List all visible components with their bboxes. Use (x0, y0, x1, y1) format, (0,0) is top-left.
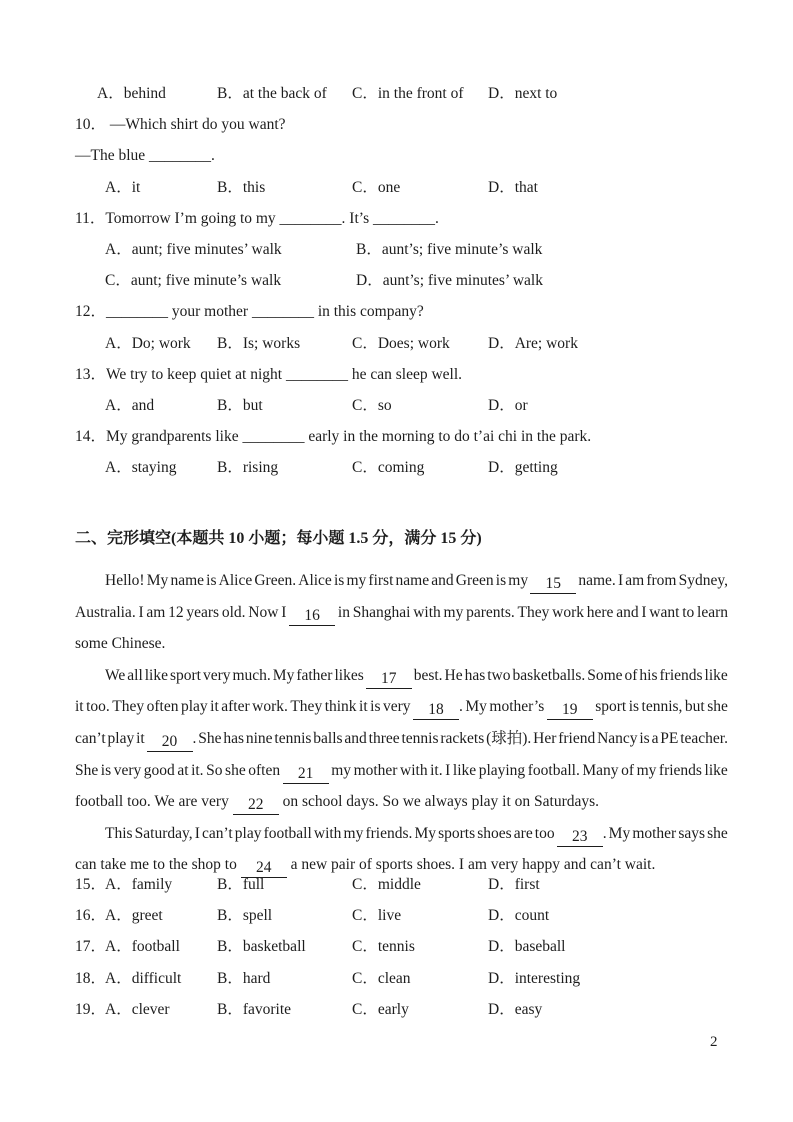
option-d: D．easy (488, 1000, 543, 1018)
cloze-options-section (75, 869, 728, 1025)
option-c: C．in the front of (352, 85, 464, 102)
option-row (75, 452, 728, 483)
option-a: A．football (105, 938, 180, 956)
option-a: A．family (105, 876, 173, 893)
option-d: D．Are; work (488, 334, 578, 352)
passage-line: We all like sport very much. My father likes 17 best. He has two basketballs. Some of his friends like (105, 666, 728, 687)
passage-line: can’t play it 20 . She has nine tennis balls and three tennis rackets (球拍). Her friend Nancy is a PE teacher. (75, 729, 728, 750)
option-d: D．or (488, 396, 528, 414)
option-c: C．aunt; five minute’s walk (105, 272, 282, 290)
cloze-blank-24: 24 (241, 859, 287, 878)
page-number: 2 (710, 1034, 718, 1050)
grammar-choice-section (75, 78, 728, 483)
option-d: D．next to (488, 85, 558, 102)
passage-line: can take me to the shop to 24 a new pair of sports shoes. I am very happy and can’t wait. (75, 856, 656, 877)
option-c: C．coming (352, 459, 425, 477)
cloze-passage (75, 565, 728, 881)
option-b: B．rising (217, 459, 279, 477)
option-row (75, 172, 728, 203)
cloze-option-row (75, 869, 728, 900)
option-c: C．Does; work (352, 334, 450, 352)
option-d: D．baseball (488, 938, 566, 956)
cloze-blank-22: 22 (233, 796, 279, 815)
cloze-blank-15: 15 (530, 575, 576, 594)
option-a: A．behind (97, 85, 166, 102)
option-d: D．interesting (488, 969, 581, 987)
option-c: C．early (352, 1000, 409, 1018)
option-b: B．aunt’s; five minute’s walk (356, 240, 543, 258)
option-d: D．aunt’s; five minutes’ walk (356, 272, 543, 290)
question-number: 16． (75, 907, 107, 925)
passage-line: some Chinese. (75, 635, 166, 653)
passage-line: This Saturday, I can’t play football with my friends. My sports shoes are too 23 . My mother says she (105, 824, 728, 845)
option-b: B．spell (217, 907, 273, 925)
option-a: A．Do; work (105, 334, 191, 352)
question-number: 18． (75, 969, 107, 987)
option-row (75, 328, 728, 359)
cloze-option-row (75, 994, 728, 1025)
option-c: C．clean (352, 969, 411, 987)
option-c: C．one (352, 178, 401, 196)
option-c: C．tennis (352, 938, 415, 956)
cloze-blank-16: 16 (289, 607, 335, 626)
option-row (75, 265, 728, 296)
question-number: 17． (75, 938, 107, 956)
option-d: D．first (488, 876, 540, 893)
option-a: A．it (105, 178, 141, 196)
question-stem: 10． —Which shirt do you want? (75, 116, 286, 134)
question-stem: 13．We try to keep quiet at night ________ he can sleep well. (75, 365, 463, 383)
passage-line: it too. They often play it after work. They think it is very 18 . My mother’s 19 sport is tennis, but she (75, 698, 728, 719)
option-a: A．greet (105, 907, 163, 925)
option-b: B．at the back of (217, 85, 327, 102)
cloze-blank-19: 19 (547, 701, 593, 720)
cloze-option-row (75, 963, 728, 994)
option-c: C．live (352, 907, 402, 925)
option-a: A．clever (105, 1000, 170, 1018)
option-d: D．that (488, 178, 538, 196)
option-a: A．staying (105, 459, 177, 477)
cloze-blank-23: 23 (557, 828, 603, 847)
cloze-blank-20: 20 (147, 733, 193, 752)
question-number: 15． (75, 876, 107, 893)
option-b: B．full (217, 876, 265, 893)
option-a: A．difficult (105, 969, 182, 987)
option-row (75, 234, 728, 265)
question-stem: 11．Tomorrow I’m going to my ________. It’s ________. (75, 209, 439, 227)
option-d: D．count (488, 907, 550, 925)
passage-line: Australia. I am 12 years old. Now I 16 in Shanghai with my parents. They work here and I want to learn (75, 603, 728, 624)
option-c: C．middle (352, 876, 421, 893)
question-stem: 12．________ your mother ________ in this company? (75, 303, 424, 321)
cloze-blank-21: 21 (283, 765, 329, 784)
option-b: B．hard (217, 969, 271, 987)
option-row (75, 78, 728, 109)
passage-line: She is very good at it. So she often 21 my mother with it. I like playing football. Many of my friends like (75, 761, 728, 782)
option-b: B．favorite (217, 1000, 292, 1018)
passage-line: football too. We are very 22 on school days. So we always play it on Saturdays. (75, 793, 600, 814)
cloze-option-row (75, 931, 728, 962)
cloze-section-heading: 二、完形填空(本题共 10 小题；每小题 1.5 分，满分 15 分) (75, 530, 482, 547)
option-b: B．this (217, 178, 266, 196)
option-c: C．so (352, 396, 392, 414)
option-d: D．getting (488, 459, 558, 477)
option-b: B．Is; works (217, 334, 301, 352)
passage-line: Hello! My name is Alice Green. Alice is my first name and Green is my 15 name. I am from Sydney, (105, 572, 728, 592)
question-number: 19． (75, 1000, 107, 1018)
question-stem: 14．My grandparents like ________ early in the morning to do t’ai chi in the park. (75, 428, 592, 446)
cloze-blank-18: 18 (413, 701, 459, 720)
option-a: A．and (105, 396, 155, 414)
cloze-blank-17: 17 (366, 670, 412, 689)
option-b: B．basketball (217, 938, 306, 956)
option-b: B．but (217, 396, 263, 414)
option-row (75, 390, 728, 421)
cloze-option-row (75, 900, 728, 931)
option-a: A．aunt; five minutes’ walk (105, 240, 282, 258)
question-stem: —The blue ________. (75, 147, 215, 165)
